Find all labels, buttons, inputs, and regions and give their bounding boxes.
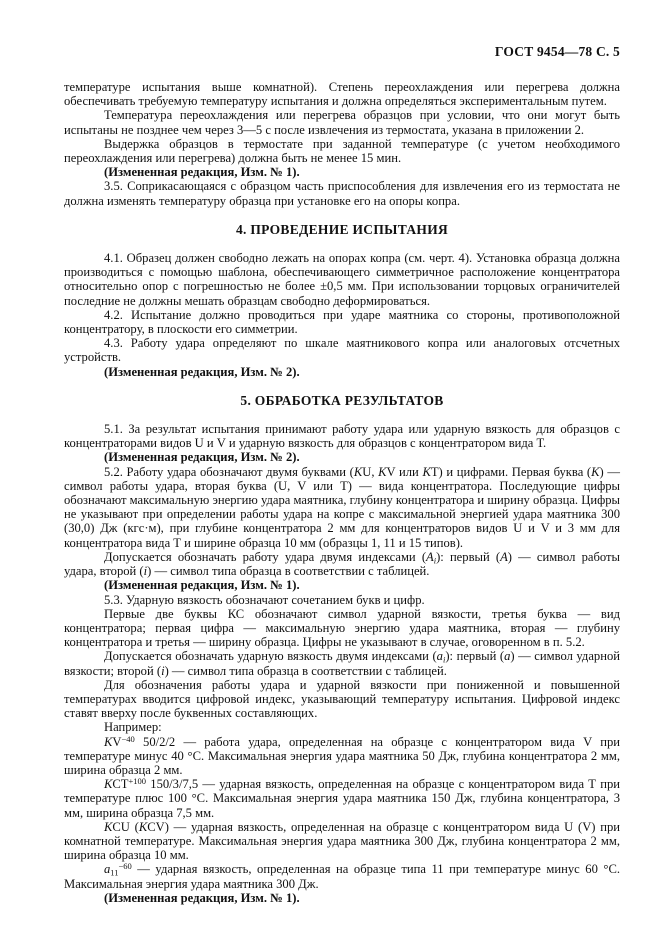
subscript-run: i [442,654,446,665]
paragraph-hold-time: Выдержка образцов в термостате при заданной температуре (с учетом необходимого переохлаждения или перегрева) должна быть не менее 15 мин. [64,136,620,166]
text-run: T) и цифрами. Первая буква ( [430,464,592,479]
text-run: — ударная вязкость, определенная на образце типа 11 при температуре минус 60 °С. Максимальная энергия удара маятника 300 Дж. [64,862,620,891]
paragraph-5-2-indices [64,550,620,578]
example-label: Например: [104,720,162,735]
amendment-note: (Измененная редакция, Изм. № 2). [104,450,300,465]
italic-run: A [500,549,508,564]
italic-run: a [104,862,111,877]
paragraph-5-3: 5.3. Ударную вязкость обозначают сочетанием букв и цифр. [104,592,425,607]
paragraph-4-2: 4.2. Испытание должно проводиться при ударе маятника со стороны, противоположной концентратору, в плоскости его симметрии. [64,307,620,337]
italic-run: a [504,649,511,664]
text-run: ): первый ( [436,549,501,564]
paragraph-temperature-index: Для обозначения работы удара и ударной вязкости при пониженной и повышенной температурах вводится цифровой индекс, указывающий температуру испытания. Цифровой индекс ставят вверху после буквенных составляющих. [64,677,620,721]
text-run: ): первый ( [445,649,505,664]
superscript-run: −40 [121,733,135,744]
example-kst [64,777,620,820]
italic-run: i [161,663,165,678]
section-heading-5: 5. ОБРАБОТКА РЕЗУЛЬТАТОВ [240,392,444,408]
amendment-note: (Измененная редакция, Изм. № 1). [104,165,300,180]
italic-run: K [104,734,113,749]
paragraph-4-1: 4.1. Образец должен свободно лежать на опорах копра (см. черт. 4). Установка образца должна производиться с помощью шаблона, обеспечивающего симметричное расположение концентратора относительно опор с погрешностью не более ±0,5 мм. При использовании торцовых ограничителей последние не должны мешать образцам свободно деформироваться. [64,251,620,308]
italic-run: K [422,464,431,479]
italic-run: K [591,464,600,479]
paragraph-5-2 [64,465,620,550]
text-run: СТ [112,777,129,792]
italic-run: K [353,464,363,479]
section-heading-4: 4. ПРОВЕДЕНИЕ ИСПЫТАНИЯ [235,221,449,237]
subscript-run: i [433,555,437,566]
amendment-note: (Измененная редакция, Изм. № 2). [104,364,300,379]
text-run: Допускается обозначать работу удара двумя индексами ( [104,549,427,564]
text-run: ) — символ типа образца в соответствии с таблицей. [164,663,447,678]
text-run: 50/2/2 — работа удара, определенная на образце с концентратором вида V при температуре минус 40 °С. Максимальная энергия удара маятника 50 Дж, глубина концентратора 2 мм, ширина образца 2 мм. [64,734,620,777]
text-run: ) — символ работы удара, второй ( [64,549,620,579]
italic-run: i [143,564,148,579]
italic-run: K [104,819,113,834]
amendment-note: (Измененная редакция, Изм. № 1). [104,578,300,593]
italic-run: K [378,464,387,479]
page-header: ГОСТ 9454—78 С. 5 [494,44,620,59]
amendment-note: (Измененная редакция, Изм. № 1). [104,890,300,905]
text-run: ) — символ ударной вязкости; второй ( [64,649,620,678]
subscript-run: 11 [110,867,119,878]
text-run: U, [362,464,379,479]
paragraph-temperature: Температура переохлаждения или перегрева образцов при условии, что они могут быть испытаны не позднее чем через 3—5 с после извлечения из термостата, указана в приложении 2. [64,108,620,137]
text-run: CV) — ударная вязкость, определенная на образце с концентратором вида U (V) при комнатной температуре. Максимальная энергия удара маятника 300 Дж, глубина концентратора 2 мм, ширина образца 10 мм. [64,819,620,863]
paragraph-5-3-letters: Первые две буквы КС обозначают символ ударной вязкости, третья буква — вид концентратора; первая цифра — максимальную энергию удара маятника, вторая — глубину концентратора и третья — ширину образца. Цифры не указывают в случае, оговоренном в п. 5.2. [64,606,620,650]
italic-run: A [426,549,434,564]
superscript-run: −60 [118,861,132,872]
text-run: ) — символ работы удара, вторая буква (U, V или Т) — вида концентратора. Последующие цифры обозначают максимальную энергию удара маятника, глубину концентратора и ширину образца. Цифры не указывают при определении работы удара на копре с максимальной энергией удара маятника 300 (30,0) Дж (кгс·м), при глубине концентратора 2 мм для концентраторов видов U и V и 3 мм для концентратора вида Т и ширине образца 10 мм (образцы 1, 11 и 15 типов). [64,464,620,550]
text-run: 5.2. Работу удара обозначают двумя буквами ( [104,464,354,479]
italic-run: K [138,819,148,834]
paragraph-5-1: 5.1. За результат испытания принимают работу удара или ударную вязкость для образцов с концентраторами видов U и V и ударную вязкость для образцов с концентратором вида Т. [64,422,620,451]
text-run: ) — символ типа образца в соответствии с таблицей. [147,564,430,579]
paragraph-continuation: температуре испытания выше комнатной). Степень переохлаждения или перегрева должна обеспечивать требуемую температуру испытания и должна определяться экспериментальным путем. [64,80,620,109]
example-kv [64,735,620,778]
paragraph-5-3-indices [64,649,620,677]
document-body [64,80,620,905]
italic-run: a [436,649,443,664]
text-run: Допускается обозначать ударную вязкость двумя индексами ( [104,649,437,664]
paragraph-4-3: 4.3. Работу удара определяют по шкале маятникового копра или аналоговых отсчетных устройств. [64,336,620,365]
example-a11 [64,862,620,890]
text-run: V [112,734,122,749]
italic-run: K [104,777,113,792]
text-run: CU ( [112,819,139,834]
text-run: V или [386,464,423,479]
text-run: 150/3/7,5 — ударная вязкость, определенная на образце с концентратором вида Т при температуре плюс 100 °С. Максимальная энергия удара маятника 150 Дж, глубина концентратора, 3 мм, ширина образца 7,5 мм. [64,777,620,820]
example-kcu [64,820,620,863]
paragraph-3-5: 3.5. Соприкасающаяся с образцом часть приспособления для извлечения его из термостата не должна изменять температуру образца при установке его на опоры копра. [64,179,620,208]
superscript-run: +100 [128,776,147,787]
